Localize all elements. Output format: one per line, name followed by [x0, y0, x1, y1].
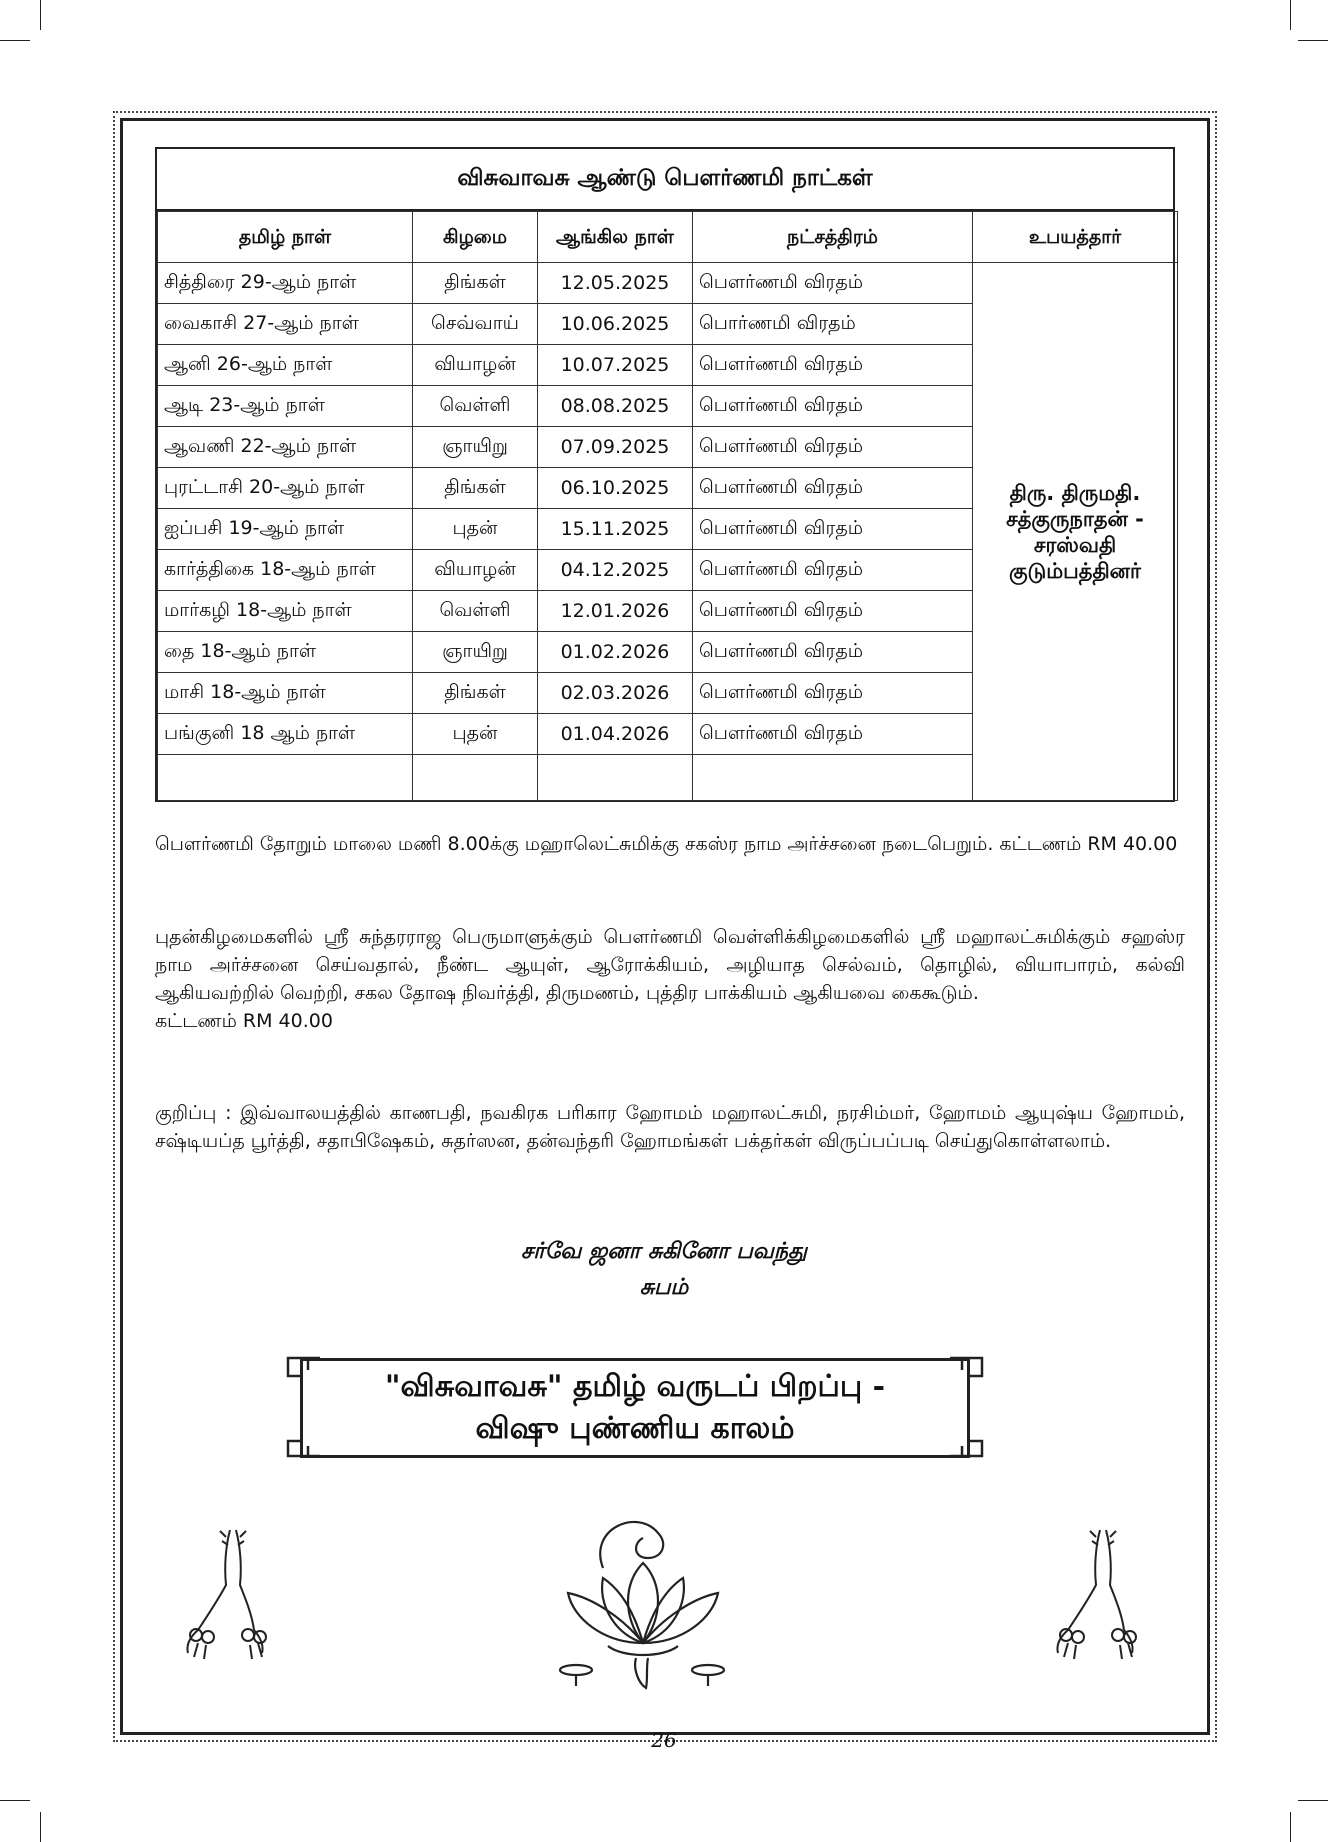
- benefits-text: புதன்கிழமைகளில் ஸ்ரீ சுந்தரராஜ பெருமாளுக்கும் பௌர்ணமி வெள்ளிக்கிழமைகளில் ஸ்ரீ மஹாலட்சுமிக்கும் சஹஸ்ர நாம அர்ச்சனை செய்வதால், நீண்ட ஆயுள், ஆரோக்கியம், அழியாத செல்வம், தொழில், வியாபாரம், கல்வி ஆகியவற்றில் வெற்றி, சகல தோஷ நிவர்த்தி, திருமணம், புத்திர பாக்கியம் ஆகியவை கைகூடும்.: [155, 926, 1185, 1004]
- cell-empty: [158, 755, 413, 801]
- blessing-line-2: சுபம்: [639, 1274, 689, 1300]
- full-moon-days-table: [155, 147, 1175, 802]
- cell-star: பௌர்ணமி விரதம்: [693, 714, 973, 755]
- cell-empty: [538, 755, 693, 801]
- cell-day: செவ்வாய்: [413, 304, 538, 345]
- cell-tamil-date: மாசி 18-ஆம் நாள்: [158, 673, 413, 714]
- benefits-fee: கட்டணம் RM 40.00: [155, 1010, 333, 1032]
- cell-star: பௌர்ணமி விரதம்: [693, 263, 973, 304]
- header-english-date: ஆங்கில நாள்: [538, 212, 693, 263]
- cell-day: திங்கள்: [413, 673, 538, 714]
- cell-day: வியாழன்: [413, 550, 538, 591]
- cell-tamil-date: ஆடி 23-ஆம் நாள்: [158, 386, 413, 427]
- cell-tamil-date: தை 18-ஆம் நாள்: [158, 632, 413, 673]
- header-sponsor: உபயத்தார்: [973, 212, 1178, 263]
- cell-date: 07.09.2025: [538, 427, 693, 468]
- cell-date: 02.03.2026: [538, 673, 693, 714]
- header-day: கிழமை: [413, 212, 538, 263]
- cell-day: வியாழன்: [413, 345, 538, 386]
- cell-star: பௌர்ணமி விரதம்: [693, 509, 973, 550]
- page-number: 26: [651, 1728, 677, 1752]
- cell-date: 10.07.2025: [538, 345, 693, 386]
- cell-day: திங்கள்: [413, 468, 538, 509]
- lotus-icon: [548, 1508, 738, 1693]
- cell-star: பௌர்ணமி விரதம்: [693, 550, 973, 591]
- cell-star: பொர்ணமி விரதம்: [693, 304, 973, 345]
- cell-date: 10.06.2025: [538, 304, 693, 345]
- cell-day: வெள்ளி: [413, 386, 538, 427]
- cell-tamil-date: ஐப்பசி 19-ஆம் நாள்: [158, 509, 413, 550]
- cell-star: பௌர்ணமி விரதம்: [693, 427, 973, 468]
- crop-mark: [1290, 1812, 1291, 1842]
- cell-day: புதன்: [413, 509, 538, 550]
- cell-star: பௌர்ணமி விரதம்: [693, 345, 973, 386]
- cell-tamil-date: கார்த்திகை 18-ஆம் நாள்: [158, 550, 413, 591]
- cell-star: பௌர்ணமி விரதம்: [693, 591, 973, 632]
- cell-day: வெள்ளி: [413, 591, 538, 632]
- cell-date: 12.05.2025: [538, 263, 693, 304]
- crop-mark: [0, 40, 30, 41]
- cell-date: 01.04.2026: [538, 714, 693, 755]
- sponsor-line: திரு. திருமதி.: [1009, 480, 1141, 505]
- cell-day: ஞாயிறு: [413, 427, 538, 468]
- cell-tamil-date: புரட்டாசி 20-ஆம் நாள்: [158, 468, 413, 509]
- cell-date: 15.11.2025: [538, 509, 693, 550]
- banner-box: [300, 1358, 970, 1458]
- cell-star: பௌர்ணமி விரதம்: [693, 386, 973, 427]
- cell-star: பௌர்ணமி விரதம்: [693, 673, 973, 714]
- cell-date: 01.02.2026: [538, 632, 693, 673]
- cell-tamil-date: ஆனி 26-ஆம் நாள்: [158, 345, 413, 386]
- cell-tamil-date: மார்கழி 18-ஆம் நாள்: [158, 591, 413, 632]
- header-tamil-date: தமிழ் நாள்: [158, 212, 413, 263]
- cell-tamil-date: வைகாசி 27-ஆம் நாள்: [158, 304, 413, 345]
- cell-empty: [693, 755, 973, 801]
- cell-day: ஞாயிறு: [413, 632, 538, 673]
- sponsor-line: சரஸ்வதி: [1033, 532, 1117, 557]
- header-star: நட்சத்திரம்: [693, 212, 973, 263]
- cell-day: புதன்: [413, 714, 538, 755]
- praying-hands-icon: [168, 1525, 278, 1665]
- crop-mark: [1290, 0, 1291, 30]
- crop-mark: [1298, 40, 1328, 41]
- paragraph-benefits: [155, 923, 1185, 1035]
- sponsor-line: சத்குருநாதன் -: [1006, 506, 1144, 531]
- praying-hands-icon: [1038, 1525, 1148, 1665]
- paragraph-archanai-fee: பௌர்ணமி தோறும் மாலை மணி 8.00க்கு மஹாலெட்சுமிக்கு சகஸ்ர நாம அர்ச்சனை நடைபெறும். கட்டணம் RM 40.00: [155, 833, 1178, 855]
- paragraph-note: குறிப்பு : இவ்வாலயத்தில் காணபதி, நவகிரக பரிகார ஹோமம் மஹாலட்சுமி, நரசிம்மர், ஹோமம் ஆயுஷ்ய ஹோமம், சஷ்டியப்த பூர்த்தி, சதாபிஷேகம், சுதர்ஸன, தன்வந்தரி ஹோமங்கள் பக்தர்கள் விருப்பப்படி செய்துகொள்ளலாம்.: [155, 1102, 1185, 1152]
- schedule-table: [157, 211, 1178, 801]
- table-title: விசுவாவசு ஆண்டு பௌர்ணமி நாட்கள்: [157, 149, 1173, 211]
- cell-tamil-date: சித்திரை 29-ஆம் நாள்: [158, 263, 413, 304]
- crop-mark: [40, 0, 41, 30]
- cell-sponsor: [973, 263, 1178, 801]
- cell-star: பௌர்ணமி விரதம்: [693, 468, 973, 509]
- crop-mark: [1298, 1800, 1328, 1801]
- cell-date: 06.10.2025: [538, 468, 693, 509]
- crop-mark: [40, 1812, 41, 1842]
- table-row: [158, 263, 1178, 304]
- crop-mark: [0, 1800, 30, 1801]
- cell-tamil-date: ஆவணி 22-ஆம் நாள்: [158, 427, 413, 468]
- cell-date: 08.08.2025: [538, 386, 693, 427]
- cell-date: 12.01.2026: [538, 591, 693, 632]
- banner-line-2: விஷு புண்ணிய காலம்: [475, 1411, 795, 1446]
- banner-line-1: "விசுவாவசு" தமிழ் வருடப் பிறப்பு -: [384, 1369, 886, 1404]
- cell-tamil-date: பங்குனி 18 ஆம் நாள்: [158, 714, 413, 755]
- cell-date: 04.12.2025: [538, 550, 693, 591]
- blessing-line-1: சர்வே ஜனா சுகினோ பவந்து: [521, 1238, 807, 1264]
- cell-empty: [413, 755, 538, 801]
- new-year-banner: [280, 1346, 990, 1466]
- sponsor-line: குடும்பத்தினர்: [1008, 558, 1142, 583]
- table-header-row: [158, 212, 1178, 263]
- cell-day: திங்கள்: [413, 263, 538, 304]
- cell-star: பௌர்ணமி விரதம்: [693, 632, 973, 673]
